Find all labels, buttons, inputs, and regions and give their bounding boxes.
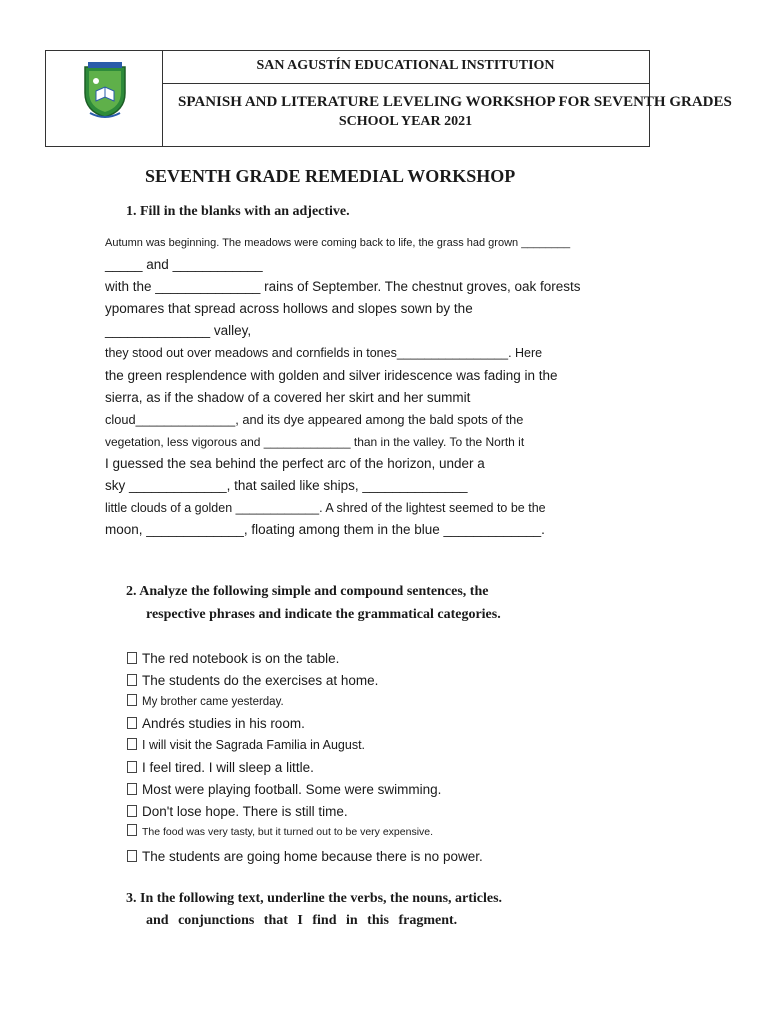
checkbox-icon <box>127 761 137 773</box>
institution-name: SAN AGUSTÍN EDUCATIONAL INSTITUTION <box>162 51 649 84</box>
paragraph-line: I guessed the sea behind the perfect arc of the horizon, under a <box>105 455 485 471</box>
paragraph-line: the green resplendence with golden and silver iridescence was fading in the <box>105 367 558 383</box>
sentence-text: I feel tired. I will sleep a little. <box>142 759 314 775</box>
section3-heading-line1: 3. In the following text, underline the verbs, the nouns, articles. <box>126 891 503 906</box>
checkbox-icon <box>127 824 137 836</box>
sentence-text: Andrés studies in his room. <box>142 716 305 732</box>
sentence-text: The students are going home because there is no power. <box>142 849 483 865</box>
paragraph-line: sky _____________, that sailed like ships, ______________ <box>105 478 468 494</box>
checkbox-icon <box>127 674 137 686</box>
list-item <box>127 846 607 868</box>
list-item <box>127 757 607 779</box>
paragraph-line: ______________ valley, <box>105 323 252 339</box>
list-item <box>127 648 607 670</box>
paragraph-line: Autumn was beginning. The meadows were coming back to life, the grass had grown ________ <box>105 237 571 249</box>
sentence-text: The food was very tasty, but it turned out to be very expensive. <box>142 826 434 839</box>
list-item <box>127 713 607 735</box>
sentence-text: I will visit the Sagrada Familia in August. <box>142 738 366 753</box>
section3-heading-line2: and conjunctions that I find in this fragment. <box>146 913 458 928</box>
sentence-text: Don't lose hope. There is still time. <box>142 803 348 819</box>
sentence-text: Most were playing football. Some were swimming. <box>142 781 442 797</box>
paragraph-line: moon, _____________, floating among them in the blue _____________. <box>105 522 545 538</box>
checkbox-icon <box>127 652 137 664</box>
paragraph-line: vegetation, less vigorous and _____________ than in the valley. To the North it <box>105 434 525 449</box>
school-crest-icon <box>82 61 128 119</box>
checkbox-icon <box>127 805 137 817</box>
sentence-text: The students do the exercises at home. <box>142 672 379 688</box>
paragraph-line: cloud______________, and its dye appeared among the bald spots of the <box>105 411 524 427</box>
paragraph-line: ypomares that spread across hollows and slopes sown by the <box>105 301 473 317</box>
section2-heading-line2: respective phrases and indicate the grammatical categories. <box>146 607 501 622</box>
section1-heading: 1. Fill in the blanks with an adjective. <box>126 204 350 219</box>
paragraph-line: they stood out over meadows and cornfields in tones________________. Here <box>105 346 543 361</box>
section1-paragraph <box>105 232 625 541</box>
paragraph-line: little clouds of a golden ____________. A shred of the lightest seemed to be the <box>105 501 546 516</box>
list-item <box>127 670 607 692</box>
main-title: SEVENTH GRADE REMEDIAL WORKSHOP <box>145 166 516 186</box>
paragraph-line: sierra, as if the shadow of a covered her skirt and her summit <box>105 389 471 405</box>
list-item <box>127 692 607 714</box>
checkbox-icon <box>127 850 137 862</box>
checkbox-icon <box>127 738 137 750</box>
sentence-list <box>127 648 607 868</box>
checkbox-icon <box>127 717 137 729</box>
list-item <box>127 735 607 757</box>
workshop-title: SPANISH AND LITERATURE LEVELING WORKSHOP FOR SEVENTH GRADES <box>178 94 732 110</box>
list-item <box>127 801 607 823</box>
logo-cell <box>46 51 163 146</box>
section2-heading-line1: 2. Analyze the following simple and compound sentences, the <box>126 584 489 599</box>
list-item <box>127 822 607 844</box>
sentence-text: My brother came yesterday. <box>142 695 284 708</box>
list-item <box>127 779 607 801</box>
checkbox-icon <box>127 783 137 795</box>
school-year: SCHOOL YEAR 2021 <box>338 114 473 129</box>
checkbox-icon <box>127 694 137 706</box>
paragraph-line: _____ and ____________ <box>105 257 263 273</box>
sentence-text: The red notebook is on the table. <box>142 651 340 666</box>
paragraph-line: with the ______________ rains of September. The chestnut groves, oak forests <box>105 279 581 295</box>
